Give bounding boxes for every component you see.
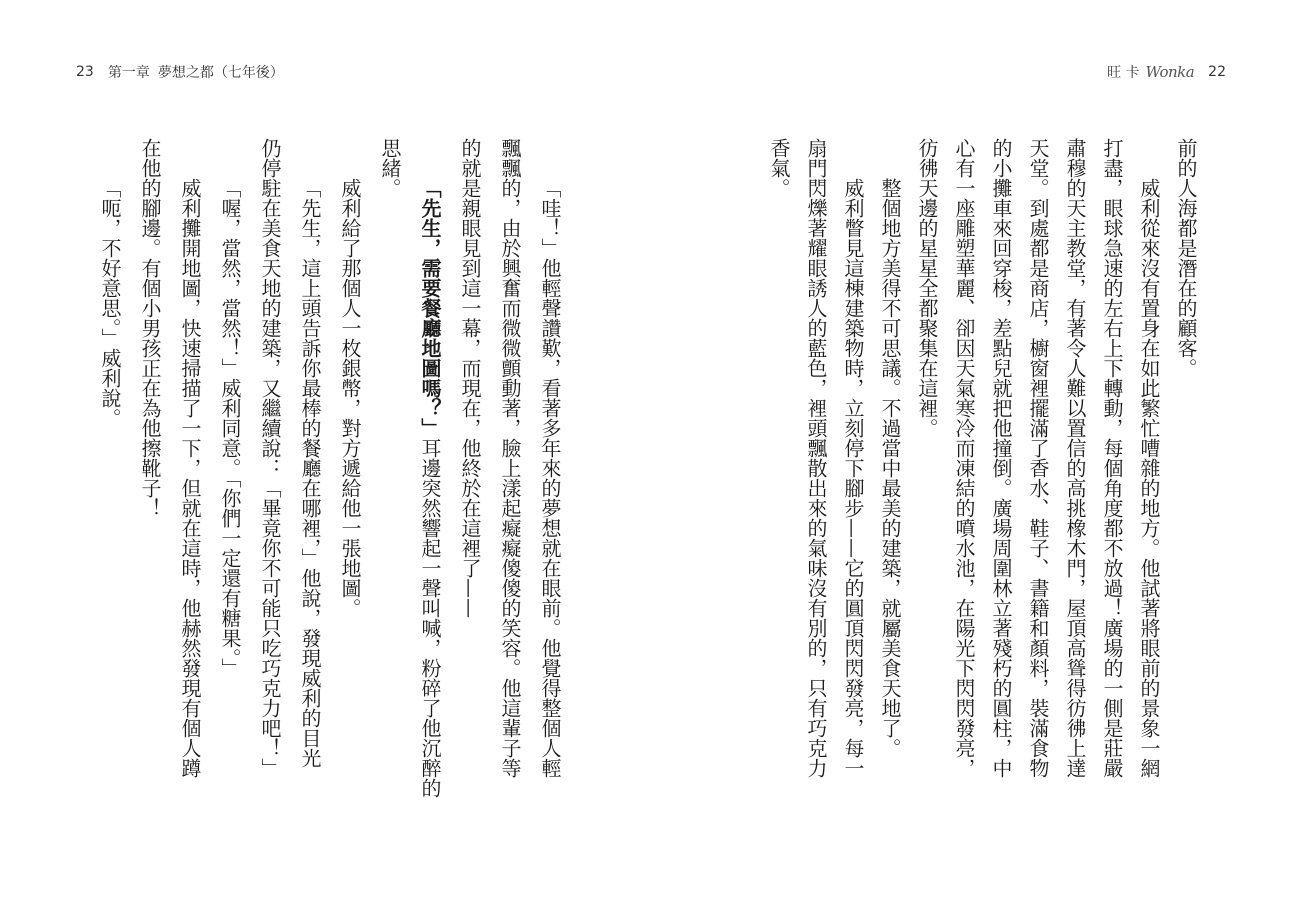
text-segment: 耳邊突然響起一聲叫喊，粉碎了他沉醉的: [418, 438, 442, 798]
text-line: 的小攤車來回穿梭，差點兒就把他撞倒。廣場周圍林立著殘朽的圓柱，中: [989, 138, 1013, 778]
text-line: 整個地方美得不可思議。不過當中最美的建築，就屬美食天地了。: [878, 178, 902, 758]
text-line: 「呃，不好意思。」威利說。: [98, 178, 122, 428]
text-line: 的就是親眼見到這一幕，而現在，他終於在這裡了——: [458, 138, 482, 618]
text-line: 扇門閃爍著耀眼誘人的藍色，裡頭飄散出來的氣味沒有別的，只有巧克力: [804, 138, 828, 778]
text-line: 威利給了那個人一枚銀幣，對方遞給他一張地圖。: [338, 178, 362, 618]
left-page-header: [76, 62, 284, 82]
right-page-header: [1107, 62, 1226, 82]
text-line: 威利從來沒有置身在如此繁忙嘈雜的地方。他試著將眼前的景象一網: [1137, 178, 1161, 778]
text-line: 肅穆的天主教堂，有著令人難以置信的高挑橡木門，屋頂高聳得彷彿上達: [1063, 138, 1087, 778]
page-number: 23: [76, 64, 94, 80]
text-line: 香氣。: [767, 138, 791, 198]
text-line: 「喔，當然，當然！」威利同意。「你們一定還有糖果。」: [218, 178, 242, 678]
text-line: 天堂。到處都是商店，櫥窗裡擺滿了香水、鞋子、書籍和顏料，裝滿食物: [1026, 138, 1050, 778]
text-line: 「哇！」他輕聲讚歎，看著多年來的夢想就在眼前。他覺得整個人輕: [538, 178, 562, 778]
left-page-text: [90, 138, 570, 818]
right-page-text: [760, 138, 1204, 818]
text-line: 彷彿天邊的星星全都聚集在這裡。: [915, 138, 939, 438]
text-line: 打盡，眼球急速的左右上下轉動，每個角度都不放過！廣場的一側是莊嚴: [1100, 138, 1124, 778]
text-line: 仍停駐在美食天地的建築，又繼續說：「畢竟你不可能只吃巧克力吧！」: [258, 138, 282, 778]
chapter-title: 夢想之都（七年後）: [157, 65, 284, 81]
text-line: 威利攤開地圖，快速掃描了一下，但就在這時，他赫然發現有個人蹲: [178, 178, 202, 778]
text-line: 前的人海都是潛在的顧客。: [1174, 138, 1198, 378]
page-number: 22: [1208, 64, 1226, 80]
wonka-logo: Wonka: [1145, 63, 1195, 81]
text-line: 飄飄的，由於興奮而微微顫動著，臉上漾起癡癡傻傻的笑容。他這輩子等: [498, 138, 522, 778]
text-line: 心有一座雕塑華麗、卻因天氣寒冷而凍結的噴水池，在陽光下閃閃發亮，: [952, 138, 976, 778]
chapter-label: 第一章: [107, 65, 150, 81]
text-line: 威利瞥見這棟建築物時，立刻停下腳步——它的圓頂閃閃發亮，每一: [841, 178, 865, 778]
text-line: 「先生，這上頭告訴你最棒的餐廳在哪裡，」他說，發現威利的目光: [298, 178, 322, 768]
text-line: [410, 138, 450, 818]
text-line: 思緒。: [378, 138, 402, 198]
bold-dialogue: 「先生，需要餐廳地圖嗎？」: [418, 178, 442, 438]
book-title: 旺 卡: [1107, 65, 1140, 81]
text-line: 在他的腳邊。有個小男孩正在為他擦靴子！: [138, 138, 162, 518]
